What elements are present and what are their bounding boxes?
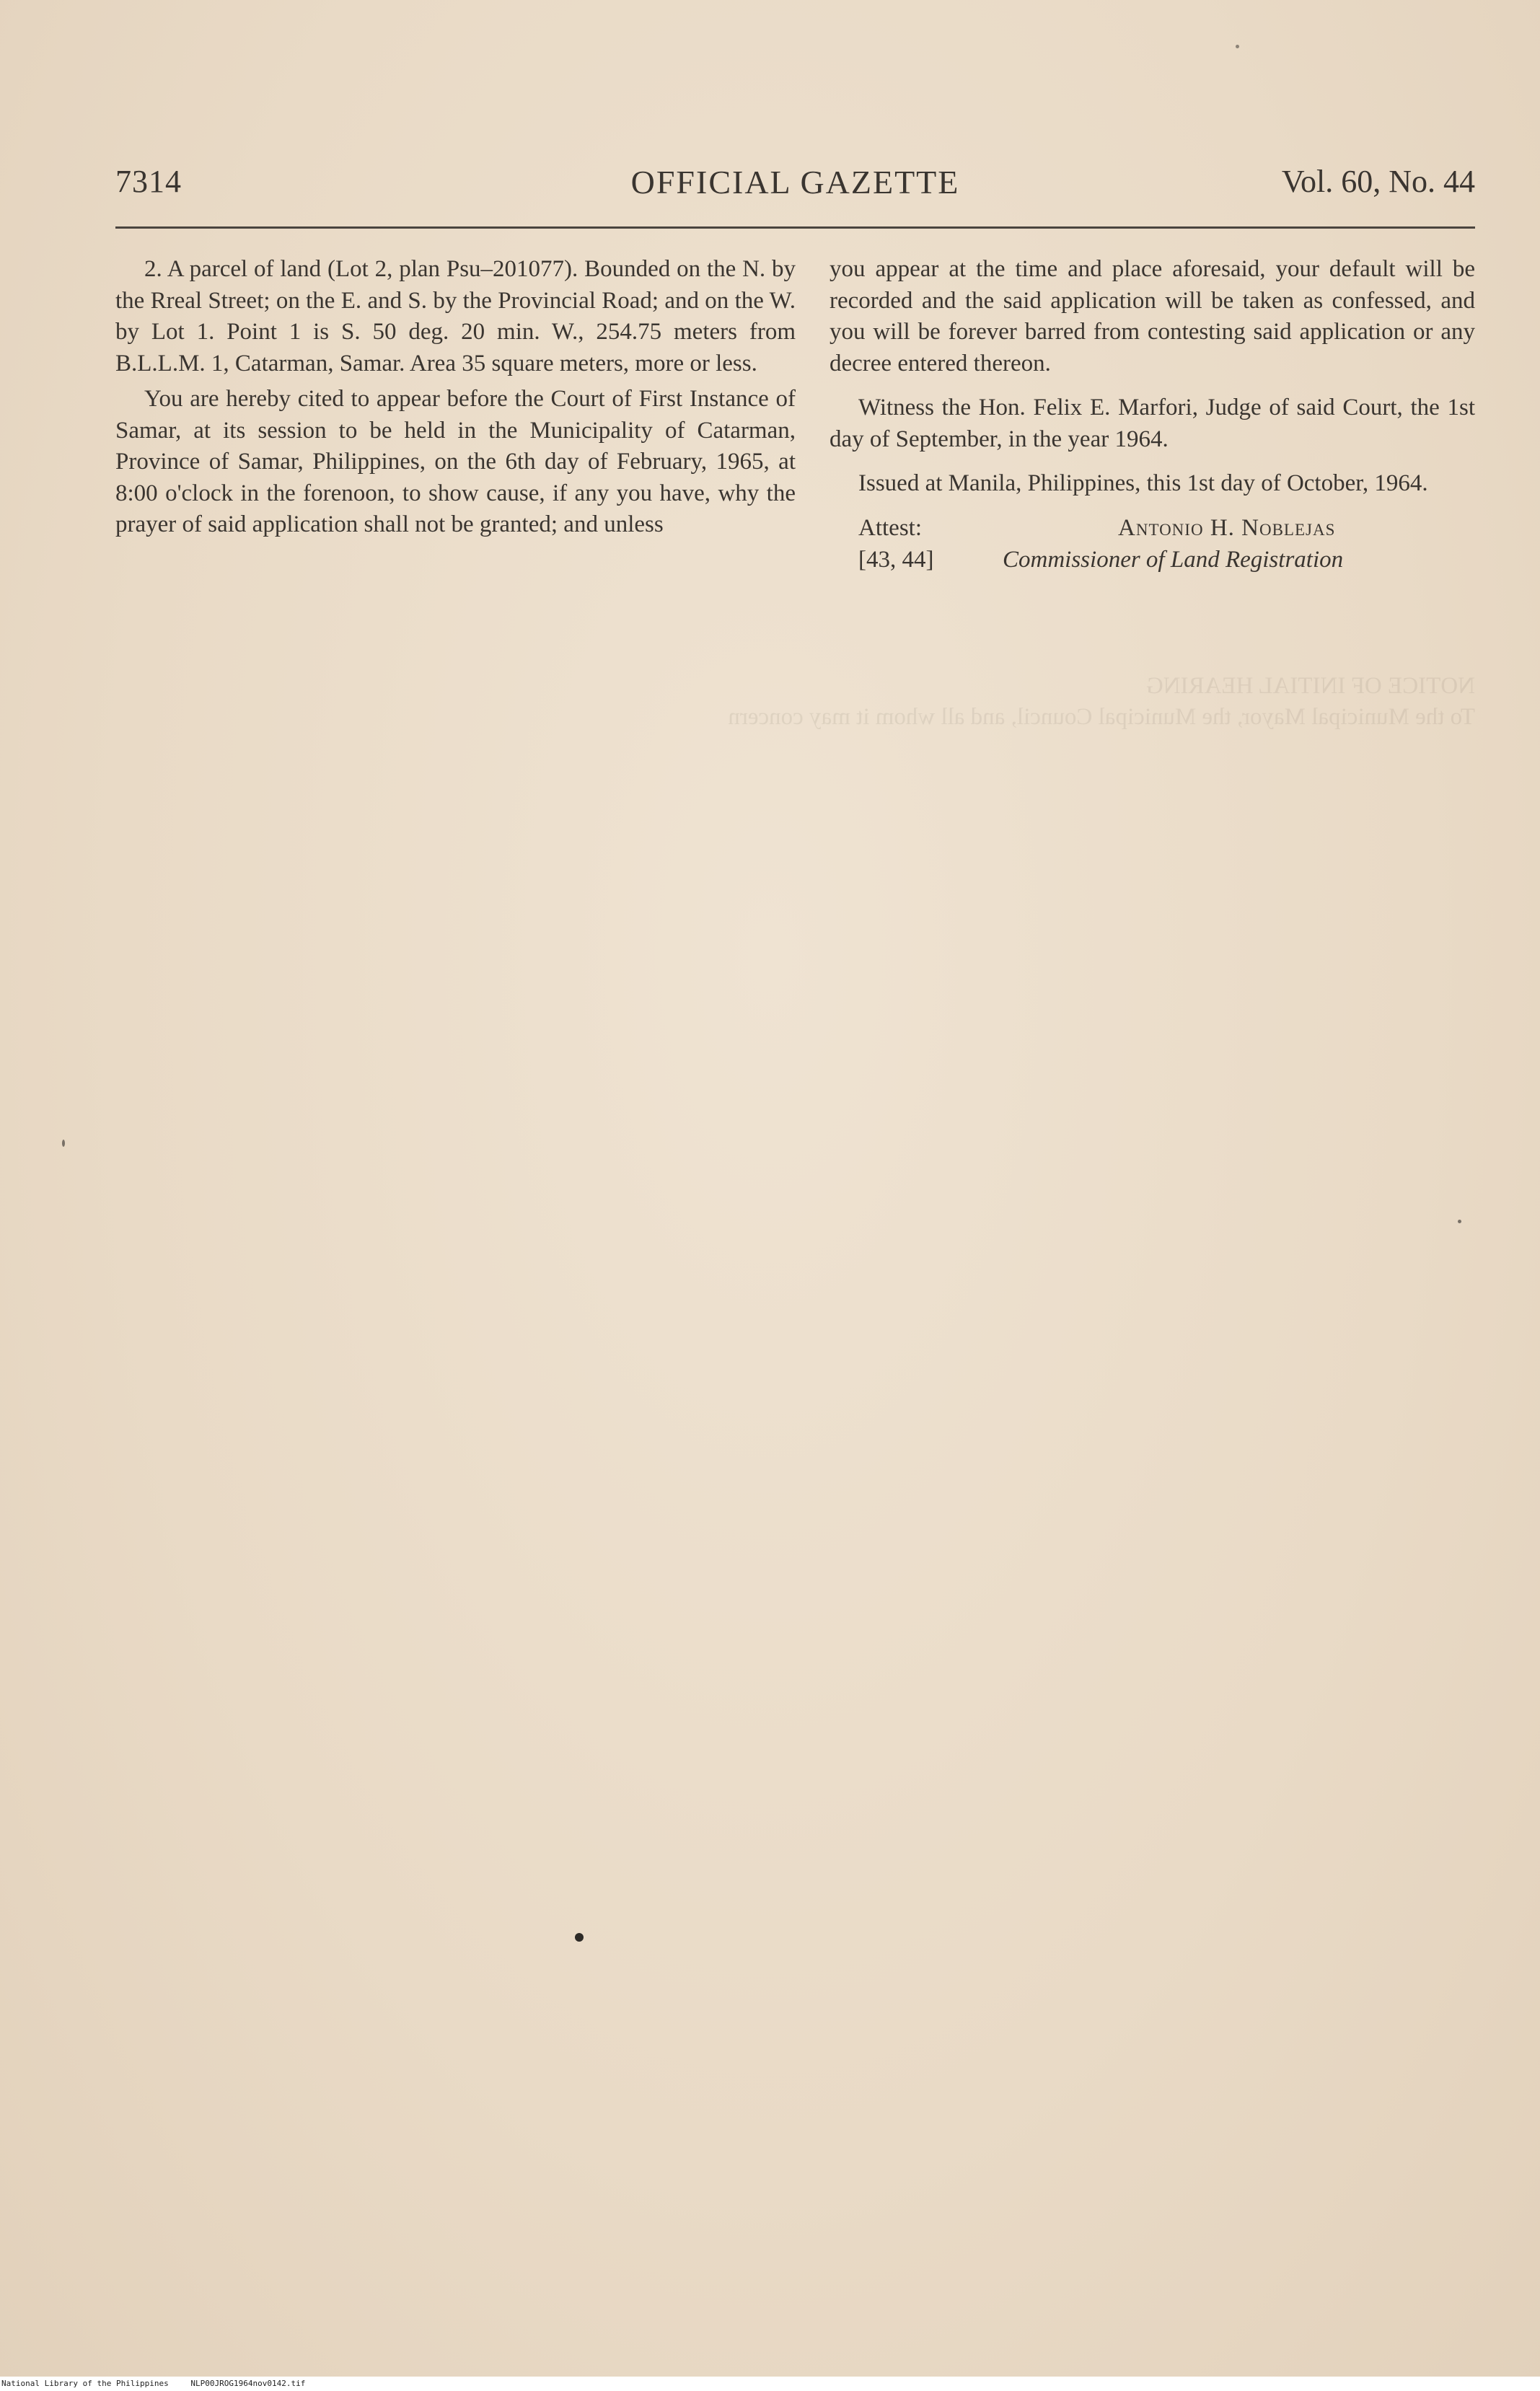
issue-reference: [43, 44] [858, 546, 934, 573]
ink-speck [575, 1933, 584, 1942]
ink-speck [1458, 1220, 1461, 1223]
issued-paragraph: Issued at Manila, Philippines, this 1st day of October, 1964. [858, 470, 1428, 496]
publication-title: OFFICIAL GAZETTE [630, 164, 960, 201]
scan-filename: NLP00JROG1964nov0142.tif [190, 2379, 306, 2388]
signatory-role: Commissioner of Land Registration [1003, 546, 1344, 573]
attestation-block [830, 513, 1475, 578]
witness-paragraph: Witness the Hon. Felix E. Marfori, Judge of said Court, the 1st day of September, in the year 1964. [830, 395, 1475, 452]
default-warning: you appear at the time and place aforesaid, your default will be recorded and the said application will be taken as confessed, and you will be forever barred from contesting said application or any decree entered thereon. [830, 256, 1475, 377]
library-credit: National Library of the Philippines [1, 2379, 169, 2388]
citation-paragraph: You are hereby cited to appear before the Court of First Instance of Samar, at its session to be held in the Municipality of Catarman, Province of Samar, Philippines, on the 6th day of February, 1965, at 8:00 o'clock in the forenoon, to show cause, if any you have, why the prayer of said application shall not be granted; and unless [115, 386, 796, 537]
right-column [830, 254, 1475, 578]
parcel-description: 2. A parcel of land (Lot 2, plan Psu–201077). Bounded on the N. by the Rreal Street; on the E. and S. by the Provincial Road; and on the W. by Lot 1. Point 1 is S. 50 deg. 20 min. W., 254.75 meters from B.L.L.M. 1, Catarman, Samar. Area 35 square meters, more or less. [115, 256, 796, 377]
signatory-name: Antonio H. Noblejas [1118, 514, 1336, 541]
scan-footer [0, 2377, 1540, 2391]
volume-number: Vol. 60, No. 44 [1281, 164, 1475, 199]
ink-speck [62, 1140, 65, 1147]
show-through-text: NOTICE OF INITIAL HEARING To the Municipal Mayor, the Municipal Council, and all whom it may concern [728, 673, 1475, 730]
page-header [115, 163, 1475, 213]
page-number: 7314 [115, 164, 182, 199]
attest-label: Attest: [858, 514, 922, 541]
ink-speck [1236, 45, 1239, 48]
header-rule [115, 226, 1475, 229]
left-column [115, 254, 796, 541]
